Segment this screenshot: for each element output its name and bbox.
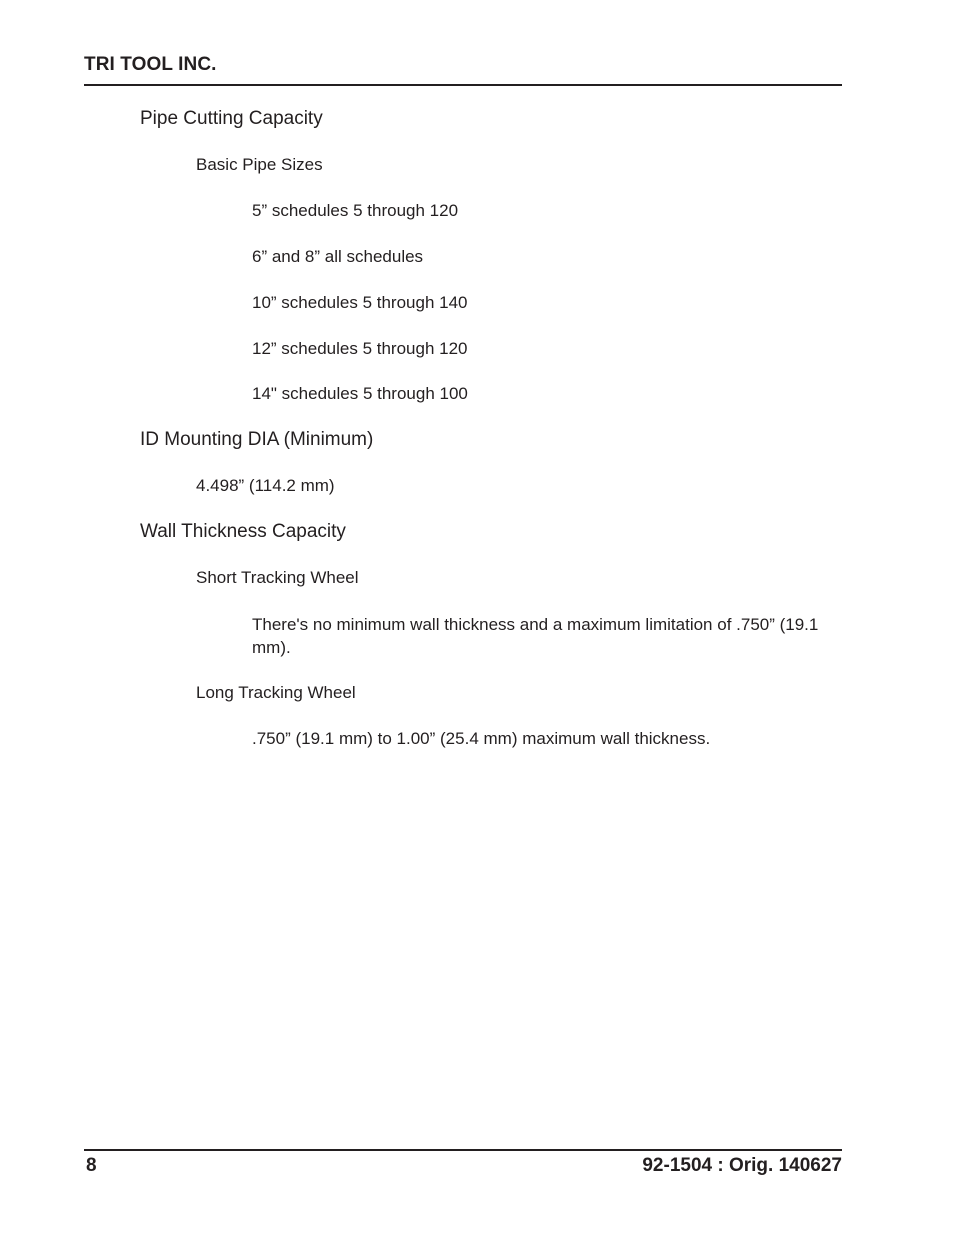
page-number: 8 <box>86 1155 97 1176</box>
header-rule <box>84 84 842 86</box>
pipe-size-item: 14" schedules 5 through 100 <box>252 384 468 403</box>
header-company-name: TRI TOOL INC. <box>84 54 217 75</box>
pipe-size-item: 6” and 8” all schedules <box>252 247 424 266</box>
pipe-size-item: 5” schedules 5 through 120 <box>252 201 459 220</box>
document-id: 92-1504 : Orig. 140627 <box>642 1155 842 1176</box>
id-mounting-heading: ID Mounting DIA (Minimum) <box>140 429 374 450</box>
pipe-size-item: 10” schedules 5 through 140 <box>252 293 468 312</box>
wall-thickness-heading: Wall Thickness Capacity <box>140 521 346 542</box>
short-tracking-wheel-label: Short Tracking Wheel <box>196 568 359 587</box>
basic-pipe-sizes-subheading: Basic Pipe Sizes <box>196 155 323 174</box>
footer-rule <box>84 1149 842 1151</box>
id-mounting-value: 4.498” (114.2 mm) <box>196 476 335 495</box>
long-tracking-wheel-label: Long Tracking Wheel <box>196 683 356 702</box>
short-tracking-wheel-text: There's no minimum wall thickness and a maximum limitation of .750” (19.1 mm). <box>252 615 819 657</box>
pipe-cutting-heading: Pipe Cutting Capacity <box>140 108 323 129</box>
long-tracking-wheel-text: .750” (19.1 mm) to 1.00” (25.4 mm) maximum wall thickness. <box>252 729 711 748</box>
pipe-size-item: 12” schedules 5 through 120 <box>252 339 468 358</box>
